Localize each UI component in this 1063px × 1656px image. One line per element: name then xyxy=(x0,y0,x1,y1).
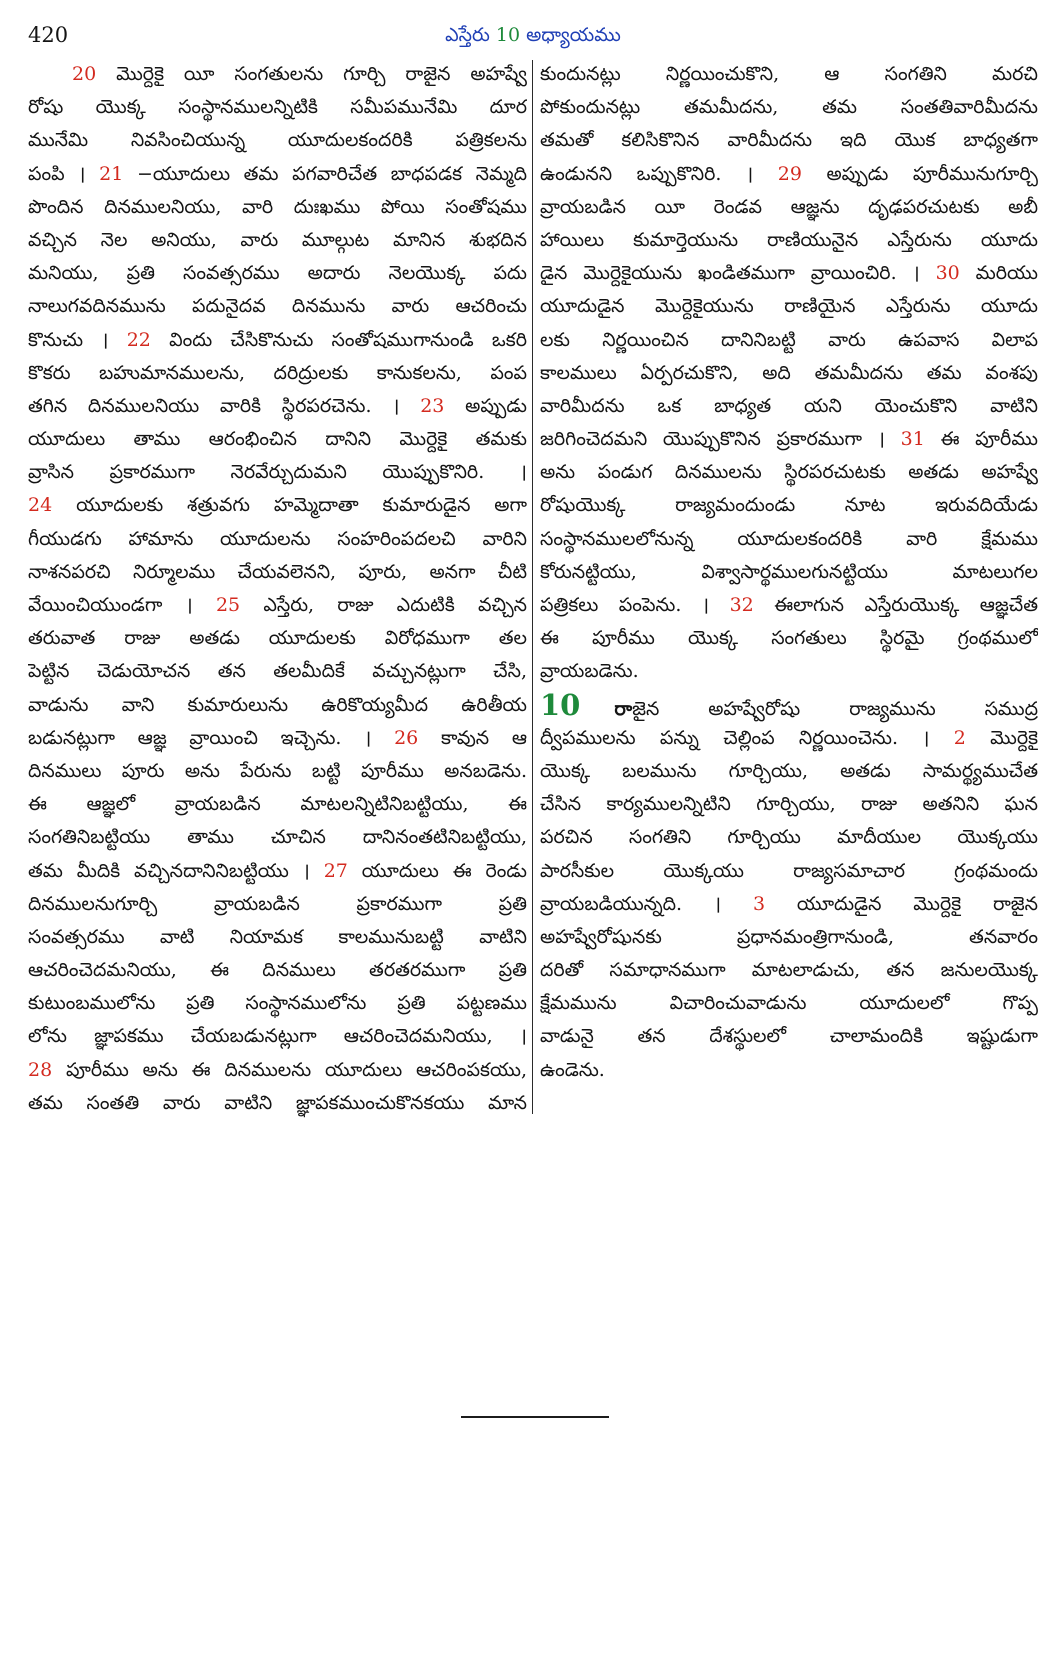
text-run: గీయుడగు హామాను యూదులను సంహరింపదలచి వారిని xyxy=(28,527,527,550)
text-line xyxy=(540,390,1038,423)
text-run: తమ మీదికి వచ్చినదానినిబట్టియు । xyxy=(28,859,324,882)
text-line xyxy=(540,91,1038,124)
text-line xyxy=(28,91,527,124)
verse-number: 31 xyxy=(900,428,925,451)
text-line xyxy=(540,1020,1038,1053)
text-run: ఈలాగున ఎస్తేరుయొక్క ఆజ్ఞచేత xyxy=(753,594,1038,616)
text-run: మరియు xyxy=(959,262,1038,285)
text-line xyxy=(28,622,527,655)
text-line xyxy=(540,888,1038,921)
text-line xyxy=(28,888,527,921)
text-line xyxy=(28,722,527,755)
text-run: పారసీకుల యొక్కయు రాజ్యసమాచార గ్రంథమందు xyxy=(540,859,1038,882)
text-line xyxy=(540,224,1038,257)
text-line xyxy=(540,489,1038,522)
text-run: బడునట్లుగా ఆజ్ఞ వ్రాయించి ఇచ్చెను. । xyxy=(28,726,395,749)
text-run: కుటుంబములోను ప్రతి సంస్థానములోను ప్రతి పట్టణము xyxy=(28,992,527,1015)
chapter-number: 10 xyxy=(540,687,581,722)
text-run: ద్వీపములను పన్ను చెల్లింప నిర్ణయించెను. । xyxy=(540,726,954,749)
text-run: అను పండుగ దినములను స్థిరపరచుటకు అతడు అహష్వే xyxy=(540,461,1038,484)
verse-number: 28 xyxy=(28,1058,53,1081)
text-line xyxy=(28,655,527,688)
text-line xyxy=(28,1020,527,1053)
text-line xyxy=(28,357,527,390)
verse-number: 25 xyxy=(215,594,241,616)
verse-number: 20 xyxy=(72,63,97,85)
text-run: హాయిలు కుమార్తెయును రాణియునైన ఎస్తేరును యూదు xyxy=(540,228,1038,251)
text-run: రోషు యొక్క సంస్థానములన్నిటికి సమీపమునేమి దూర xyxy=(28,96,527,119)
column-divider xyxy=(532,60,533,1114)
text-run: వచ్చిన నెల అనియు, వారు మూల్గుట మానిన శుభదిన xyxy=(28,228,527,251)
text-run: వాడునై తన దేశస్థులలో చాలామందికి ఇష్టుడుగా xyxy=(540,1025,1038,1048)
text-run: ఆచరించెదమనియు, ఈ దినములు తరతరముగా ప్రతి xyxy=(28,959,527,982)
text-run: కావున ఆ xyxy=(418,726,527,749)
text-line xyxy=(28,523,527,556)
text-line xyxy=(540,655,1038,688)
text-run: వాడును వాని కుమారులును ఉరికొయ్యమీద ఉరితీయ xyxy=(28,693,527,716)
text-line xyxy=(540,589,1038,622)
text-line xyxy=(540,456,1038,489)
text-run: సంస్థానములలోనున్న యూదులకందరికి వారి క్షేమము xyxy=(540,527,1038,550)
text-run: కొకరు బహుమానములను, దరిద్రులకు కానుకలను, పంప xyxy=(28,361,527,384)
text-line xyxy=(28,390,527,423)
text-run: యొక్క బలమును గూర్చియు, అతడు సామర్థ్యముచేత xyxy=(540,759,1038,782)
text-line xyxy=(28,257,527,290)
text-run: యూదుడైన మొర్దెకై రాజైన xyxy=(765,892,1038,915)
text-run: ఈ పూరీము xyxy=(924,428,1038,451)
page-number: 420 xyxy=(28,23,69,47)
left-column xyxy=(28,58,527,1128)
text-run: ఎస్తేరు, రాజు ఎదుటికి వచ్చిన xyxy=(240,594,527,616)
text-line xyxy=(28,124,527,157)
text-run: యూదులకు శత్రువగు హమ్మెదాతా కుమారుడైన అగా xyxy=(52,494,527,517)
text-run: పంపి । xyxy=(28,162,100,185)
text-run: జైన అహష్వేరోషు రాజ్యమును సముద్ర xyxy=(632,697,1038,720)
text-run: అహష్వేరోషునకు ప్రధానమంత్రిగానుండి, తనవారం xyxy=(540,925,1038,948)
text-run: వ్రాయబడిన యీ రెండవ ఆజ్ఞను దృఢపరచుటకు అబీ xyxy=(540,195,1038,218)
verse-number: 32 xyxy=(729,594,754,616)
verse-number: 3 xyxy=(752,892,766,915)
text-line xyxy=(540,921,1038,954)
text-run: యూదులు ఈ రెండు xyxy=(347,859,527,882)
text-line xyxy=(540,954,1038,987)
text-run: లకు నిర్ణయించిన దానినిబట్టి వారు ఉపవాస విలాప xyxy=(540,328,1038,351)
text-line xyxy=(540,689,1038,722)
text-line xyxy=(28,589,527,622)
text-line xyxy=(540,755,1038,788)
text-run: వ్రాసిన ప్రకారముగా నెరవేర్చుదుమని యొప్పుకొనిరి. । xyxy=(28,461,527,484)
text-line xyxy=(28,489,527,522)
text-run: మొర్దెకై యీ సంగతులను గూర్చి రాజైన అహష్వే xyxy=(96,63,527,85)
verse-number: 30 xyxy=(935,262,960,285)
text-line xyxy=(28,788,527,821)
running-title-chapter-word: అధ్యాయము xyxy=(526,24,621,46)
text-run: డైన మొర్దెకైయును ఖండితముగా వ్రాయించిరి. । xyxy=(540,262,936,285)
verse-number: 2 xyxy=(953,726,966,749)
text-run: ఉండునని ఒప్పుకొనిరి. । xyxy=(540,162,778,185)
text-line xyxy=(28,556,527,589)
text-run: సంవత్సరము వాటి నియామక కాలమునుబట్టి వాటిని xyxy=(28,925,527,948)
text-run: −యూదులు తమ పగవారిచేత బాధపడక నెమ్మది xyxy=(123,162,527,185)
text-line xyxy=(28,191,527,224)
text-run: యూదుడైన మొర్దెకైయును రాణియైన ఎస్తేరును యూదు xyxy=(540,295,1038,318)
text-run: తమ సంతతి వారు వాటిని జ్ఞాపకముంచుకొనకయు మాన xyxy=(28,1091,527,1114)
text-run: కొనుచు । xyxy=(28,328,127,351)
text-run: క్షేమమును విచారించువాడును యూదులలో గొప్ప xyxy=(540,992,1038,1015)
text-run: జరిగించెదమని యొప్పుకొనిన ప్రకారముగా । xyxy=(540,428,901,451)
text-run: విందు చేసికొనుచు సంతోషముగానుండి ఒకరి xyxy=(150,328,527,351)
running-title-chapter-number: 10 xyxy=(495,24,521,46)
text-line xyxy=(28,290,527,323)
text-run: వ్రాయబడెను. xyxy=(540,660,639,683)
text-run: పూరీము అను ఈ దినములను యూదులు ఆచరింపకయు, xyxy=(52,1058,527,1081)
text-run: వ్రాయబడియున్నది. । xyxy=(540,892,753,915)
text-run: కాలములు ఏర్పరచుకొని, అది తమమీదను తమ వంశపు xyxy=(540,361,1038,384)
text-run: తమతో కలిసికొనిన వారిమీదను ఇది యొక బాధ్యతగా xyxy=(540,129,1038,152)
text-line xyxy=(28,456,527,489)
text-run: రోషుయొక్క రాజ్యమందుండు నూట ఇరువదియేడు xyxy=(540,494,1038,517)
text-run: తగిన దినములనియు వారికి స్థిరపరచెను. । xyxy=(28,394,421,417)
page-header xyxy=(28,18,1038,52)
text-line xyxy=(28,987,527,1020)
text-line xyxy=(28,855,527,888)
verse-number: 24 xyxy=(28,494,53,517)
paragraph xyxy=(28,58,527,1120)
text-line xyxy=(540,290,1038,323)
text-run: నాలుగవదినమును పదునైదవ దినమును వారు ఆచరించు xyxy=(28,295,527,318)
text-line xyxy=(540,556,1038,589)
text-line xyxy=(28,224,527,257)
text-run: చేసిన కార్యములన్నిటిని గూర్చియు, రాజు అతనిని ఘన xyxy=(540,793,1038,816)
text-line xyxy=(540,622,1038,655)
text-run: మనియు, ప్రతి సంవత్సరము అదారు నెలయొక్క పదు xyxy=(28,262,527,285)
text-run: ఈ పూరీము యొక్క సంగతులు స్థిరమై గ్రంథములో xyxy=(540,627,1038,650)
text-run: కుందునట్లు నిర్ణయించుకొని, ఆ సంగతిని మరచి xyxy=(540,63,1038,85)
text-line xyxy=(28,324,527,357)
text-run: దరితో సమాధానముగా మాటలాడుచు, తన జనులయొక్క xyxy=(540,959,1038,982)
text-run: పోకుందునట్లు తమమీదను, తమ సంతతివారిమీదను xyxy=(540,96,1038,119)
paragraph xyxy=(540,58,1038,689)
text-run: పెట్టిన చెడుయోచన తన తలమీదికే వచ్చునట్లుగా చేసి, xyxy=(28,660,527,683)
text-run: లోను జ్ఞాపకము చేయబడునట్లుగా ఆచరించెదమనియు, । xyxy=(28,1025,527,1048)
text-line xyxy=(540,987,1038,1020)
text-run: అప్పుడు xyxy=(444,394,527,417)
text-line xyxy=(540,722,1038,755)
text-line xyxy=(540,324,1038,357)
verse-number: 23 xyxy=(420,394,445,417)
text-run: పరచిన సంగతిని గూర్చియు మాదీయుల యొక్కయు xyxy=(540,826,1038,849)
text-run: మునేమి నివసించియున్న యూదులకందరికి పత్రికలను xyxy=(28,129,527,152)
verse-number: 22 xyxy=(126,328,151,351)
text-run: సంగతినిబట్టియు తాము చూచిన దానినంతటినిబట్టియు, xyxy=(28,826,527,849)
text-line xyxy=(540,523,1038,556)
text-line xyxy=(540,257,1038,290)
text-line xyxy=(540,58,1038,91)
running-title-book: ఎస్తేరు xyxy=(445,24,490,46)
text-run: వారిమీదను ఒక బాధ్యత యని యెంచుకొని వాటిని xyxy=(540,394,1038,417)
text-line xyxy=(540,1054,1038,1087)
text-run: దినములనుగూర్చి వ్రాయబడిన ప్రకారముగా ప్రతి xyxy=(28,892,527,915)
verse-number: 21 xyxy=(99,162,124,185)
text-line xyxy=(540,357,1038,390)
text-line xyxy=(28,1087,527,1120)
verse-number: 29 xyxy=(777,162,802,185)
text-line xyxy=(28,821,527,854)
verse-number: 27 xyxy=(323,859,348,882)
text-run: పత్రికలు పంపెను. । xyxy=(540,594,730,616)
text-run: తరువాత రాజు అతడు యూదులకు విరోధముగా తల xyxy=(28,627,527,650)
text-run: కోరునట్టియు, విశ్వాసార్థములగునట్టియు మాటలుగల xyxy=(540,560,1038,583)
verse-number: 26 xyxy=(394,726,419,749)
text-line xyxy=(28,1054,527,1087)
text-line xyxy=(540,821,1038,854)
text-run: యూదులు తాము ఆరంభించిన దానిని మొర్దెకై తమకు xyxy=(28,428,527,451)
text-run: పొందిన దినములనియు, వారి దుఃఖము పోయి సంతోషము xyxy=(28,195,527,218)
text-line xyxy=(28,423,527,456)
text-line xyxy=(28,921,527,954)
text-line xyxy=(540,855,1038,888)
text-line xyxy=(28,58,527,91)
text-line xyxy=(28,689,527,722)
text-line xyxy=(28,954,527,987)
text-line xyxy=(28,755,527,788)
text-line xyxy=(540,124,1038,157)
text-run: మొర్దెకై xyxy=(965,726,1038,749)
text-line xyxy=(540,423,1038,456)
text-line xyxy=(540,158,1038,191)
text-run: ఉండెను. xyxy=(540,1058,605,1081)
text-line xyxy=(540,788,1038,821)
text-run: వేయించియుండగా । xyxy=(28,594,216,616)
text-run: ఈ ఆజ్ఞలో వ్రాయబడిన మాటలన్నిటినిబట్టియు, ఈ xyxy=(28,793,527,816)
right-column xyxy=(540,58,1038,1128)
text-run: నాశనపరచి నిర్మూలము చేయవలెనని, పూరు, అనగా చీటి xyxy=(28,560,527,583)
chapter-lead-syllable: రా xyxy=(614,697,633,720)
text-line xyxy=(28,158,527,191)
footer-rule xyxy=(461,1416,609,1418)
text-run: దినములు పూరు అను పేరును బట్టి పూరీము అనబడెను. xyxy=(28,759,527,782)
text-line xyxy=(540,191,1038,224)
running-title xyxy=(28,18,1038,52)
paragraph xyxy=(540,689,1038,1087)
text-run: అప్పుడు పూరీమునుగూర్చి xyxy=(801,162,1038,185)
